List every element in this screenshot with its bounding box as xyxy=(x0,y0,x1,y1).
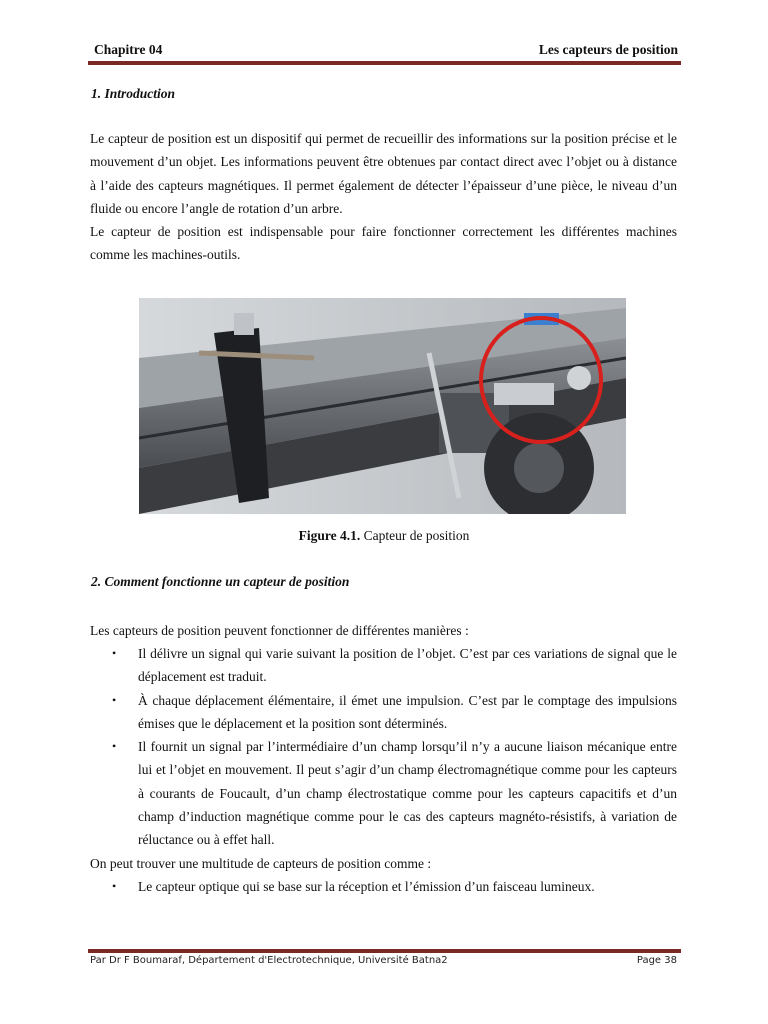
bullet-icon: • xyxy=(112,692,117,707)
footer-author: Par Dr F Boumaraf, Département d'Electrotechnique, Université Batna2 xyxy=(90,955,448,966)
page-number: Page 38 xyxy=(636,955,677,966)
section-heading-how-it-works: 2. Comment fonctionne un capteur de position xyxy=(91,574,350,589)
chapter-title: Les capteurs de position xyxy=(538,42,678,57)
intro-paragraph-1: Le capteur de position est un dispositif qui permet de recueillir des informations sur la position précise et le mouvement d’un objet. Les informations peuvent être obtenues par contact direct avec l’objet ou à distance à l’aide des capteurs magnétiques. Il permet également de détecter l’épaisseur d’une pièce, le niveau d’un fluide ou encore l’angle de rotation d’un arbre. xyxy=(90,131,677,216)
page-footer xyxy=(90,955,677,966)
section2-intro: Les capteurs de position peuvent fonctionner de différentes manières : xyxy=(90,623,469,638)
bullet-icon: • xyxy=(112,739,117,754)
section2-closing: On peut trouver une multitude de capteurs de position comme : xyxy=(90,856,432,871)
intro-paragraph-2: Le capteur de position est indispensable pour faire fonctionner correctement les différentes machines comme les machines-outils. xyxy=(90,224,677,263)
list-item-text: Il délivre un signal qui varie suivant la position de l’objet. C’est par ces variations de signal que le déplacement est traduit. xyxy=(138,646,677,685)
header-rule xyxy=(88,60,681,65)
figure-number: Figure 4.1. xyxy=(298,528,361,543)
list-item xyxy=(112,875,677,898)
bullet-icon: • xyxy=(112,646,117,660)
list-item xyxy=(112,642,677,689)
bullet-icon: • xyxy=(112,879,117,893)
position-sensor-photo xyxy=(139,298,626,514)
list-item-text: Le capteur optique qui se base sur la réception et l’émission d’un faisceau lumineux. xyxy=(138,879,595,894)
list-item xyxy=(112,689,677,736)
list-item-text: À chaque déplacement élémentaire, il émet une impulsion. C’est par le comptage des impulsions émises que le déplacement et la position sont déterminés. xyxy=(138,692,677,731)
list-item-text: Il fournit un signal par l’intermédiaire d’un champ lorsqu’il n’y a aucune liaison mécanique entre lui et l’objet en mouvement. Il peut s’agir d’un champ électromagnétique comme pour les capteurs à courants de Foucault, d’un champ électrostatique comme pour les capteurs capacitifs et d’un champ d’induction magnétique comme pour le cas des capteurs magnéto-résistifs, à variation de réluctance ou à effet hall. xyxy=(138,739,677,848)
operation-modes-list xyxy=(112,642,677,852)
page-header xyxy=(94,42,678,58)
sensor-types-list xyxy=(112,875,677,898)
section-heading-introduction: 1. Introduction xyxy=(91,86,176,101)
figure-caption-text: Capteur de position xyxy=(360,528,470,543)
chapter-label: Chapitre 04 xyxy=(94,42,163,57)
footer-rule xyxy=(88,949,681,954)
list-item xyxy=(112,735,677,851)
figure-caption xyxy=(0,528,768,544)
